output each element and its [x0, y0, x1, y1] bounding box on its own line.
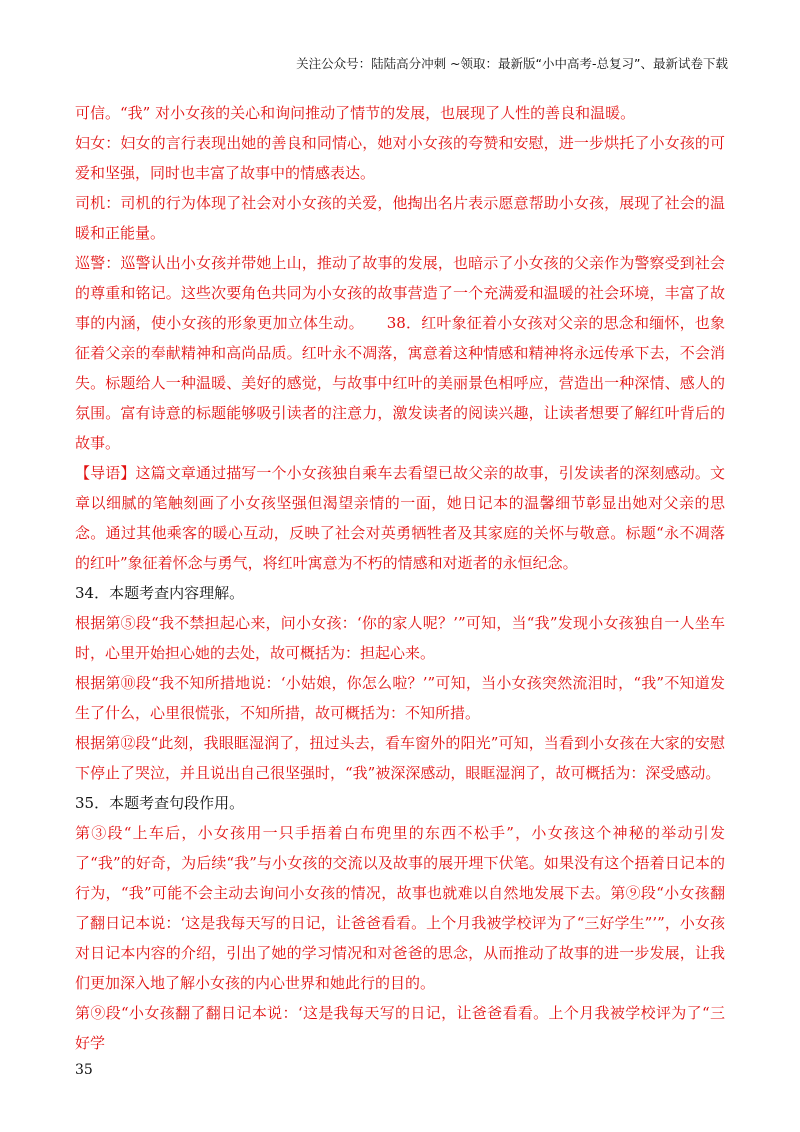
paragraph-guide: 【导语】这篇文章通过描写一个小女孩独自乘车去看望已故父亲的故事，引发读者的深刻感动。文章以细腻的笔触刻画了小女孩坚强但渴望亲情的一面，她日记本的温馨细节彰显出她对父亲的思念。通过其他乘客的暖心互动，反映了社会对英勇牺牲者及其家庭的关怀与敬意。标题“永不凋落的红叶”象征着怀念与勇气，将红叶寓意为不朽的情感和对逝者的永恒纪念。 — [75, 464, 725, 572]
paragraph: 可信。“我” 对小女孩的关心和询问推动了情节的发展，也展现了人性的善良和温暖。 — [75, 104, 636, 122]
paragraph: 第③段“上车后，小女孩用一只手捂着白布兜里的东西不松手”，小女孩这个神秘的举动引发了“我”的好奇，为后续“我”与小女孩的交流以及故事的展开埋下伏笔。如果没有这个捂着日记本的行为，“我”可能不会主动去询问小女孩的情况，故事也就难以自然地发展下去。第⑨段“小女孩翻了翻日记本说：‘这是我每天写的日记，让爸爸看看。上个月我被学校评为了“三好学生”’”，小女孩对日记本内容的介绍，引出了她的学习情况和对爸爸的思念，从而推动了故事的进一步发展，让我们更加深入地了解小女孩的内心世界和她此行的目的。 — [75, 824, 725, 992]
paragraph: 巡警：巡警认出小女孩并带她上山，推动了故事的发展，也暗示了小女孩的父亲作为警察受到社会的尊重和铭记。这些次要角色共同为小女孩的故事营造了一个充满爱和温暖的社会环境，丰富了故事的内涵，使小女孩的形象更加立体生动。 38．红叶象征着小女孩对父亲的思念和缅怀，也象征着父亲的奉献精神和高尚品质。红叶永不凋落，寓意着这种情感和精神将永远传承下去，不会消失。标题给人一种温暖、美好的感觉，与故事中红叶的美丽景色相呼应，营造出一种深情、感人的氛围。富有诗意的标题能够吸引读者的注意力，激发读者的阅读兴趣，让读者想要了解红叶背后的故事。 — [75, 254, 725, 452]
paragraph: 第⑨段“小女孩翻了翻日记本说：‘这是我每天写的日记，让爸爸看看。上个月我被学校评为了“三好学 — [75, 1004, 725, 1052]
guide-label: 【导语】 — [75, 464, 136, 482]
page-number: 35 — [75, 1062, 93, 1078]
question-heading: 34．本题考查内容理解。 — [75, 584, 245, 602]
paragraph: 根据第⑤段“我不禁担起心来，问小女孩：‘你的家人呢？’”可知，当“我”发现小女孩独自一人坐车时，心里开始担心她的去处，故可概括为：担起心来。 — [75, 614, 725, 662]
paragraph: 妇女：妇女的言行表现出她的善良和同情心，她对小女孩的夸赞和安慰，进一步烘托了小女孩的可爱和坚强，同时也丰富了故事中的情感表达。 — [75, 134, 725, 182]
paragraph: 司机：司机的行为体现了社会对小女孩的关爱，他掏出名片表示愿意帮助小女孩，展现了社会的温暖和正能量。 — [75, 194, 725, 242]
document-body — [75, 98, 725, 1058]
question-heading: 35．本题考查句段作用。 — [75, 794, 245, 812]
paragraph: 根据第⑫段“此刻，我眼眶湿润了，扭过头去，看车窗外的阳光”可知，当看到小女孩在大家的安慰下停止了哭泣，并且说出自己很坚强时，“我”被深深感动，眼眶湿润了，故可概括为：深受感动。 — [75, 734, 725, 782]
page-header: 关注公众号：陆陆高分冲刺 ~领取：最新版“小中高考-总复习”、最新试卷下载 — [296, 56, 728, 71]
paragraph: 根据第⑩段“我不知所措地说：‘小姑娘，你怎么啦？’”可知，当小女孩突然流泪时，“我”不知道发生了什么，心里很慌张，不知所措，故可概括为：不知所措。 — [75, 674, 725, 722]
